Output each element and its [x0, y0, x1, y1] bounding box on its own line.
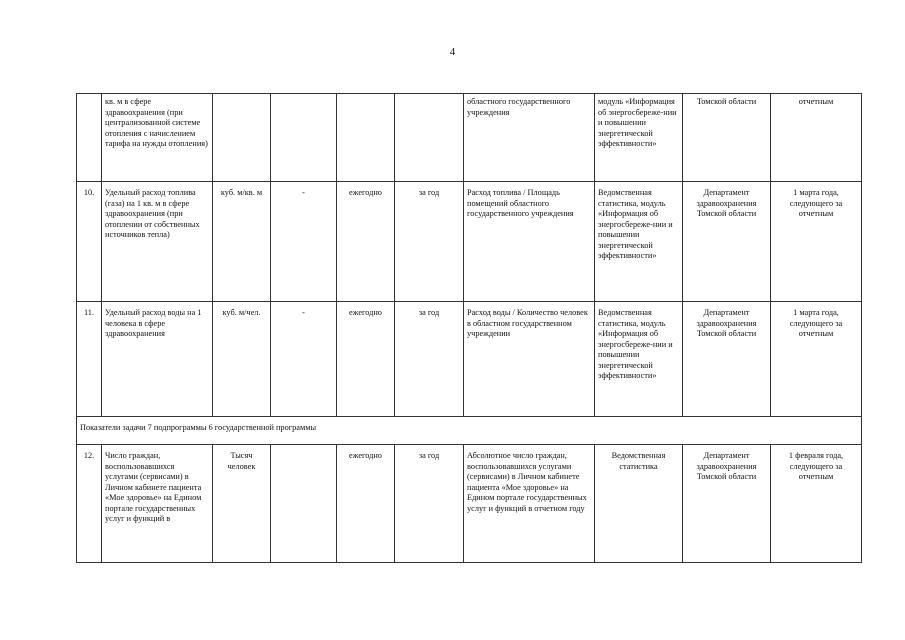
cell-responsible: Департамент здравоохранения Томской области [683, 182, 771, 302]
cell-base: - [271, 182, 337, 302]
cell-source: Ведомственная статистика [595, 445, 683, 563]
cell-frequency: ежегодно [337, 445, 395, 563]
cell-formula: Расход топлива / Площадь помещений областного государственного учреждения [464, 182, 595, 302]
cell-source: Ведомственная статистика, модуль «Информация об энергосбереже-нии и повышении энергетической эффективности» [595, 182, 683, 302]
cell-period [395, 94, 464, 182]
cell-frequency: ежегодно [337, 182, 395, 302]
cell-responsible: Томской области [683, 94, 771, 182]
cell-formula: Расход воды / Количество человек в областном государственном учреждении [464, 302, 595, 417]
cell-period: за год [395, 302, 464, 417]
cell-unit: Тысяч человек [213, 445, 271, 563]
cell-base [271, 445, 337, 563]
cell-num: 12. [77, 445, 102, 563]
cell-frequency [337, 94, 395, 182]
cell-frequency: ежегодно [337, 302, 395, 417]
cell-formula: Абсолютное число граждан, воспользовавшихся услугами (сервисами) в Личном кабинете пациента «Мое здоровье» на Едином портале государственных услуг и функций в отчетном году [464, 445, 595, 563]
cell-deadline: отчетным [771, 94, 862, 182]
section-title: Показатели задачи 7 подпрограммы 6 государственной программы [77, 417, 862, 445]
section-header-row [77, 417, 862, 445]
table-row [77, 182, 862, 302]
cell-period: за год [395, 445, 464, 563]
cell-unit: куб. м/кв. м [213, 182, 271, 302]
cell-unit [213, 94, 271, 182]
cell-responsible: Департамент здравоохранения Томской области [683, 302, 771, 417]
table-row [77, 445, 862, 563]
cell-unit: куб. м/чел. [213, 302, 271, 417]
cell-base: - [271, 302, 337, 417]
cell-deadline: 1 марта года, следующего за отчетным [771, 182, 862, 302]
cell-source: Ведомственная статистика, модуль «Информация об энергосбереже-нии и повышении энергетической эффективности» [595, 302, 683, 417]
table-row [77, 302, 862, 417]
cell-period: за год [395, 182, 464, 302]
cell-deadline: 1 февраля года, следующего за отчетным [771, 445, 862, 563]
cell-num [77, 94, 102, 182]
page-number: 4 [449, 46, 456, 58]
cell-responsible: Департамент здравоохранения Томской области [683, 445, 771, 563]
cell-base [271, 94, 337, 182]
cell-num: 11. [77, 302, 102, 417]
table-row-continued [77, 94, 862, 182]
cell-indicator-name: Удельный расход топлива (газа) на 1 кв. м в сфере здравоохранения (при отоплении от собственных источников тепла) [102, 182, 213, 302]
cell-indicator-name: Число граждан, воспользовавшихся услугами (сервисами) в Личном кабинете пациента «Мое здоровье» на Едином портале государственных услуг и функций в [102, 445, 213, 563]
cell-source: модуль «Информация об энергосбереже-нии и повышении энергетической эффективности» [595, 94, 683, 182]
cell-formula: областного государственного учреждения [464, 94, 595, 182]
indicators-table [76, 93, 862, 563]
cell-indicator-name: кв. м в сфере здравоохранения (при централизованной системе отопления с начислением тарифа на нужды отопления) [102, 94, 213, 182]
cell-num: 10. [77, 182, 102, 302]
cell-indicator-name: Удельный расход воды на 1 человека в сфере здравоохранения [102, 302, 213, 417]
cell-deadline: 1 марта года, следующего за отчетным [771, 302, 862, 417]
